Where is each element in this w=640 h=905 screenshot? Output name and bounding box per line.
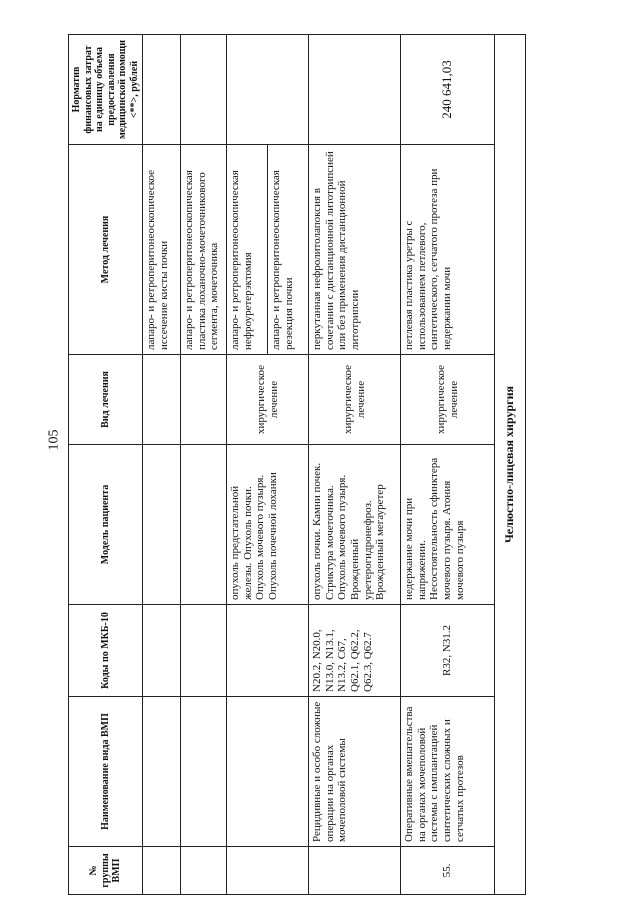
method-cell: перкутанная нефролитолапоксия в сочетании с дистанционной литотрипсией или без применения дистанционной литотрипсии <box>309 145 401 355</box>
header-model: Модель пациента <box>69 445 143 605</box>
codes-cell: N20.2, N20.0, N13.0, N13.1, N13.2, C67, Q62.1, Q62.2, Q62.3, Q62.7 <box>309 605 401 697</box>
model-cell: опухоль почки. Камни почек. Стриктура мочеточника. Опухоль мочевого пузыря. Врожденный уретерогидронефроз. Врожденный мегауретер <box>309 445 401 605</box>
table-row <box>143 35 181 895</box>
table-row <box>309 35 401 895</box>
codes-cell: R32, N31.2 <box>401 605 495 697</box>
section-row <box>495 35 526 895</box>
rotated-document-page <box>68 35 540 895</box>
method-cell: лапаро- и ретроперитонеоскопическая пластика лоханочно-мочеточникового сегмента, мочеточника <box>181 145 227 355</box>
method-cell: лапаро- и ретроперитонеоскопическая нефроуретерэктомия <box>227 145 268 354</box>
header-type: Вид лечения <box>69 355 143 445</box>
model-cell: недержание мочи при напряжении. Несостоятельность сфинктера мочевого пузыря. Атония мочевого пузыря <box>401 445 495 605</box>
header-norm: Норматив финансовых затрат на единицу объема предоставления медицинской помощи <**>, рублей <box>69 35 143 145</box>
name-cell: Рецидивные и особо сложные операции на органах мочеполовой системы <box>309 697 401 847</box>
method-cell: петлевая пластика уретры с использованием петлевого, синтетического, сетчатого протеза при недержании мочи <box>401 145 495 355</box>
treatment-type-cell: хирургическое лечение <box>309 355 401 445</box>
header-group: № группы ВМП <box>69 847 143 895</box>
table-row <box>401 35 495 895</box>
table-row <box>181 35 227 895</box>
group-number-cell: 55. <box>401 847 495 895</box>
treatment-type-cell: хирургическое лечение <box>227 355 309 445</box>
page-number: 105 <box>46 429 62 451</box>
header-codes: Коды по МКБ-10 <box>69 605 143 697</box>
treatment-type-cell: хирургическое лечение <box>401 355 495 445</box>
table-row <box>227 35 309 895</box>
section-title: Челюстно-лицевая хирургия <box>495 35 526 895</box>
method-cell: лапаро- и ретроперитонеоскопическое иссечение кисты почки <box>143 145 181 355</box>
header-name: Наименование вида ВМП <box>69 697 143 847</box>
header-method: Метод лечения <box>69 145 143 355</box>
name-cell: Оперативные вмешательства на органах мочеполовой системы с имплантацией синтетических сложных и сетчатых протезов <box>401 697 495 847</box>
table-header-row <box>69 35 143 895</box>
method-cell: лапаро- и ретроперитонеоскопическая резекция почки <box>270 170 295 350</box>
vmp-table <box>68 34 526 895</box>
norm-cell: 240 641,03 <box>401 35 495 145</box>
model-cell: опухоль предстательной железы. Опухоль почки. Опухоль мочевого пузыря. Опухоль почечной лоханки <box>227 445 309 605</box>
